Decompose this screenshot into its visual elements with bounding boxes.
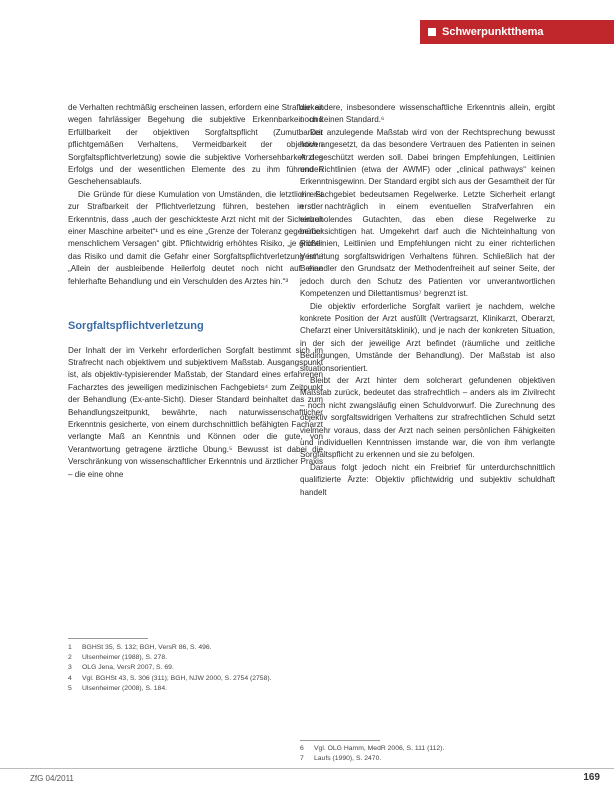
section-banner [420,20,614,44]
paragraph: Die Gründe für diese Kumulation von Umständen, die letztlich erst zur Strafbarkeit der Pflichtverletzung führen, bestehen in der Erkenntnis, dass „auch der geschickteste Arzt nicht mit der Sicherheit einer Maschine arbeitet“¹ und es eine „Grenze der Toleranz gegenüber menschlichem Versagen“ gibt. Pflichtwidrig erhöhtes Risiko, „je größer das Risiko und damit die Gefahr einer Sorgfaltspflichtverletzung ist“.² „Allein der ausbleibende Heilerfolg deutet noch nicht auf eine fehlerhafte Behandlung und ein Verschulden des Arztes hin.“³ [68,189,323,286]
footnote: 3 OLG Jena, VersR 2007, S. 69. [68,664,174,672]
footnote: 6 Vgl. OLG Hamm, MedR 2006, S. 111 (112). [300,745,445,752]
page-number: 169 [583,772,600,783]
footnote: 2 Ulsenheimer (1988), S. 278. [68,654,168,662]
paragraph: Der Inhalt der im Verkehr erforderlichen Sorgfalt bestimmt sich im Strafrecht nach objektivem und subjektivem Maßstab. Ausgangspunkt ist, als objektiv-typisierender Maßstab, der Standard eines erfahrenen Facharztes des jeweiligen medizinischen Fachgebiets⁴ zum Zeitpunkt der Behandlung (Ex-ante-Sicht). Dieser Standard beinhaltet das zum Behandlungszeitpunkt, bewährte, nach naturwissenschaftlicher Erkenntnis gesicherte, von einem durchschnittlich befähigten Facharzt verlangte Maß an Kenntnis und Können oder die gute, von Verantwortung getragene ärztliche Übung.⁵ Bewusst ist dabei die Verschränkung von wissenschaftlicher Erkenntnis und ärztlicher Praxis – die eine ohne [68,345,323,479]
paragraph: Der anzulegende Maßstab wird von der Rechtsprechung bewusst hoch angesetzt, da das besondere Vertrauen des Patienten in seinen Arzt geschützt werden soll. Dabei bringen Empfehlungen, Leitlinien und Richtlinien (etwa der AWMF) oder „clinical pathways“ keinen Erkenntnisgewinn. Der Standard ergibt sich aus der Gesamtheit der für ein Fachgebiet bedeutsamen Regelwerke. Letzte Sicherheit erlangt erst nachträglich in einem eventuellen Strafverfahren ein einzuholendes Gutachten, das eben diese Regelwerke zu berücksichtigen hat. Umgekehrt darf auch die Nichteinhaltung von Richtlinien, Leitlinien und Empfehlungen nicht zu einer richterlichen Vermutung sorgfaltswidrigen Verhaltens führen. Schließlich hat der Behandler den Grundsatz der Methodenfreiheit auf seiner Seite, der jedoch durch den Schutz des Patienten vor unverantwortlichen Kompetenzen und Dilettantismus⁷ begrenzt ist. [300,127,555,299]
footnote-divider [300,740,380,741]
section-heading: Sorgfaltspflichtverletzung [68,320,204,333]
footnote: 4 Vgl. BGHSt 43, S. 306 (311); BGH, NJW 2000, S. 2754 (2758). [68,674,272,682]
paragraph: Bleibt der Arzt hinter dem solcherart gefundenen objektiven Maßstab zurück, bedeutet das strafrechtlich – anders als im Zivilrecht – noch nicht zwangsläufig einen Schuldvorwurf. Die Zurechnung des objektiv sorgfaltswidrigen Verhaltens zur strafrechtlichen Schuld setzt vielmehr voraus, dass der Arzt nach seinen persönlichen Fähigkeiten und individuellen Kenntnissen imstande war, die von ihm verlangte Sorgfaltspflicht zu erkennen und sie zu befolgen. [300,375,555,460]
paragraph: Die objektiv erforderliche Sorgfalt variiert je nachdem, welche konkrete Position der Arzt ausfüllt (Vertragsarzt, Klinikarzt, Oberarzt, Chefarzt einer Universitätsklinik), und je nach der konkreten Situation, in der sich der jeweilige Arzt befindet (räumliche und zeitliche Bedingungen, Umstände der Behandlung). Der Maßstab ist also situationsorientiert. [300,301,555,373]
footnote: 5 Ulsenheimer (2008), S. 184. [68,684,168,692]
footnotes-right [300,744,555,764]
section-label: Schwerpunktthema [442,26,544,38]
paragraph: die andere, insbesondere wissenschaftliche Erkenntnis allein, ergibt noch keinen Standard.⁶ [300,103,555,125]
footnote: 1 BGHSt 35, S. 132; BGH, VersR 86, S. 496. [68,644,212,651]
left-column [68,102,323,481]
right-column [300,102,555,499]
paragraph: de Verhalten rechtmäßig erscheinen lassen, erfordern eine Strafbarkeit wegen fahrlässiger Begehung die subjektive Erkennbarkeit und Erfüllbarkeit der objektiven Sorgfaltspflicht (Zumutbarkeit pflichtgemäßen Verhaltens, Vermeidbarkeit der objektiven Sorgfaltspflichtverletzung) sowie die subjektive Vorhersehbarkeit des Erfolgs und der wesentlichen Elemente des zu ihm führenden Geschehensablaufs. [68,103,323,187]
footnote-divider [68,638,148,639]
footnote: 7 Laufs (1990), S. 2470. [300,755,382,763]
journal-issue: ZfG 04/2011 [30,774,74,783]
square-icon [428,28,436,36]
footnotes-left [68,643,323,694]
paragraph: Daraus folgt jedoch nicht ein Freibrief für unterdurchschnittlich qualifizierte Ärzte: Objektiv pflichtwidrig und subjektiv schuldhaft handelt [300,462,555,497]
footer-divider [0,768,614,769]
